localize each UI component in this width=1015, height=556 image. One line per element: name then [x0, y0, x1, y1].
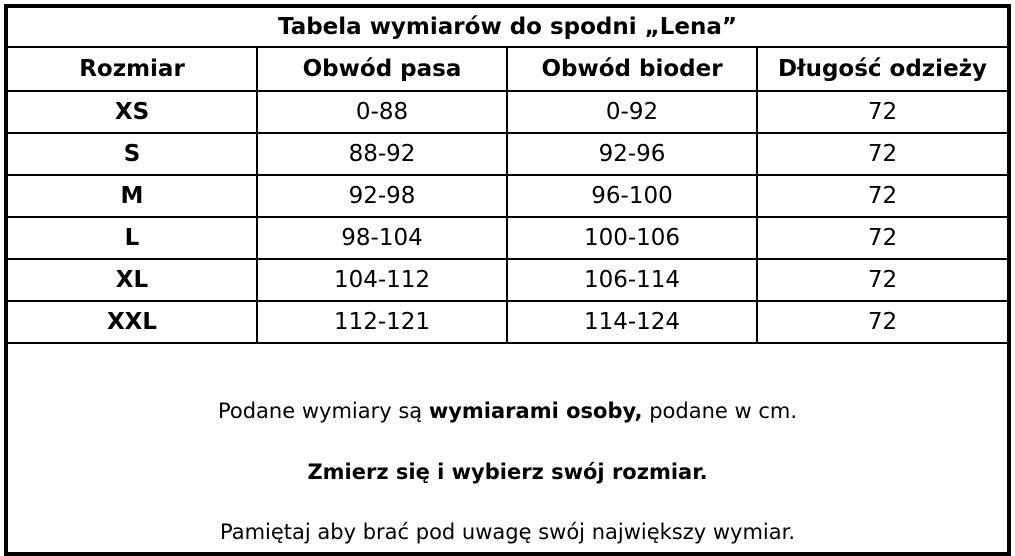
table-row [8, 301, 1007, 343]
header-length: Długość odzieży [757, 47, 1007, 91]
size-cell: XXL [8, 301, 257, 343]
length-cell: 72 [757, 301, 1007, 343]
header-size: Rozmiar [8, 47, 257, 91]
length-cell: 72 [757, 259, 1007, 301]
hips-cell: 114-124 [507, 301, 757, 343]
hips-cell: 0-92 [507, 91, 757, 133]
waist-cell: 88-92 [257, 133, 507, 175]
hips-cell: 106-114 [507, 259, 757, 301]
title-row [8, 8, 1007, 47]
size-chart-frame [4, 4, 1011, 556]
note-measurements-suffix: podane w cm. [642, 399, 798, 423]
table-row [8, 217, 1007, 259]
note-measurements-bold: wymiarami osoby, [428, 399, 643, 423]
size-cell: S [8, 133, 257, 175]
note-measurements [8, 399, 1007, 423]
header-hips: Obwód bioder [507, 47, 757, 91]
table-row [8, 175, 1007, 217]
length-cell: 72 [757, 91, 1007, 133]
waist-cell: 104-112 [257, 259, 507, 301]
length-cell: 72 [757, 217, 1007, 259]
size-cell: XL [8, 259, 257, 301]
size-cell: XS [8, 91, 257, 133]
table-title: Tabela wymiarów do spodni „Lena” [8, 8, 1007, 47]
length-cell: 72 [757, 175, 1007, 217]
waist-cell: 98-104 [257, 217, 507, 259]
hips-cell: 96-100 [507, 175, 757, 217]
notes-section [8, 362, 1007, 552]
note-largest-dimension: Pamiętaj aby brać pod uwagę swój największy wymiar. [219, 520, 796, 544]
waist-cell: 92-98 [257, 175, 507, 217]
note-measure-yourself: Zmierz się i wybierz swój rozmiar. [307, 460, 708, 484]
table-row [8, 133, 1007, 175]
table-row [8, 91, 1007, 133]
header-row [8, 47, 1007, 91]
length-cell: 72 [757, 133, 1007, 175]
table-row [8, 259, 1007, 301]
note-measurements-prefix: Podane wymiary są [217, 399, 429, 423]
waist-cell: 112-121 [257, 301, 507, 343]
hips-cell: 100-106 [507, 217, 757, 259]
hips-cell: 92-96 [507, 133, 757, 175]
waist-cell: 0-88 [257, 91, 507, 133]
size-cell: L [8, 217, 257, 259]
size-cell: M [8, 175, 257, 217]
size-table [8, 8, 1007, 344]
header-waist: Obwód pasa [257, 47, 507, 91]
